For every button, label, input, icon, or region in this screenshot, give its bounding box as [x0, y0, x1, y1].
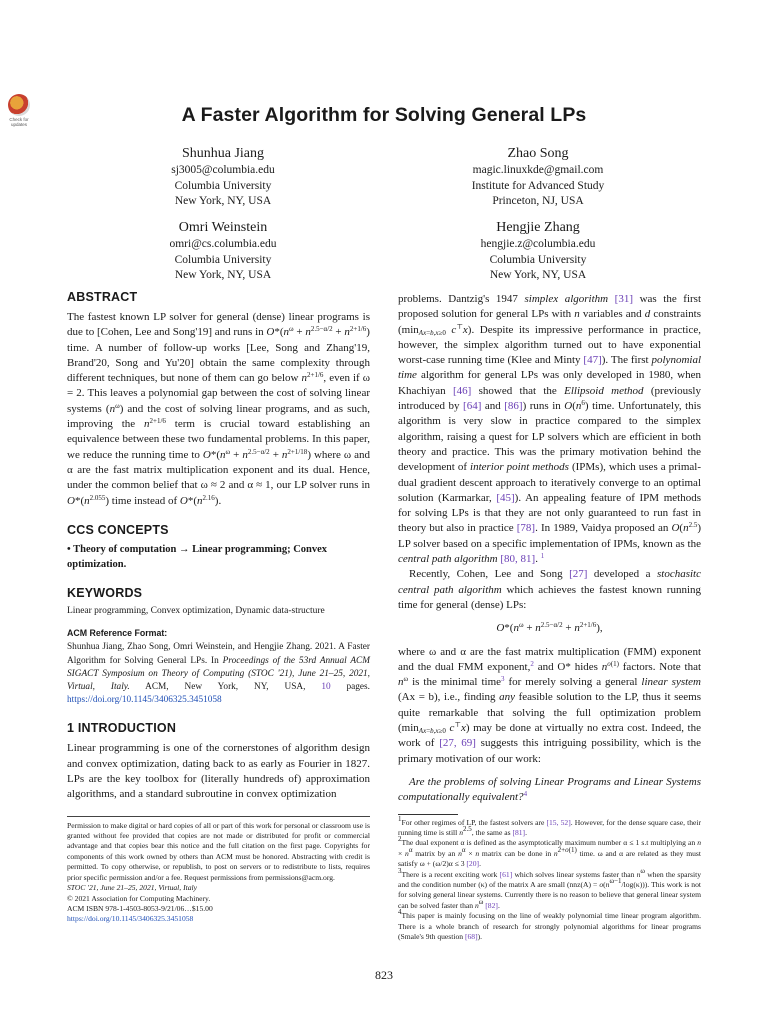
keywords-text: Linear programming, Convex optimization, Dynamic data-structure — [67, 606, 325, 617]
footnote-4: $^4$This paper is mainly focusing on the line of weakly polynomial time linear program algorithm. There is a whole branch of research for strongly polynomial algorithms for linear programs (Smale's 9th question [68]). — [398, 908, 701, 941]
copyright-line: © 2021 Association for Computing Machinery. — [67, 893, 211, 903]
doi-link[interactable]: https://doi.org/10.1145/3406325.3451058 — [67, 695, 222, 706]
author-name: Hengjie Zhang — [496, 220, 580, 235]
author-affiliation: Columbia University — [174, 253, 272, 266]
author-email[interactable]: omri@cs.columbia.edu — [169, 238, 277, 250]
right-para-1: problems. Dantzig's 1947 simplex algorithm [31] was the first proposed solution for general LPs with n variables and d constraints ($\min_{Ax=b,x\ge 0}$ c⊤x). Despite its impressive performance in practice, however, the simplex algorithm turned out to have exponential worst-case running time (Klee and Minty [47]). The first polynomial time algorithm for general LPs was only developed in 1980, when Khachiyan [46] showed that the Ellipsoid method (previously introduced by [64] and [86]) runs in $O(n^6)$ time. Unfortunately, this algorithm is very slow in practice compared to the simplex algorithm, raising a quest for LP solvers which are efficient in both theory and practice. This was the primary motivation behind the development of interior point methods (IPMs), which uses a primal-dual gradient descent approach to iteratively converge to an optimal solution (Karmarkar, [45]). An appealing feature of IPM methods for solving LPs is that they are not only guaranteed to run fast in theory but also in practice [78]. In 1989, Vaidya proposed an $O(n^{2.5})$ LP solver based on a specific implementation of IPMs, known as the central path algorithm [80, 81]. $^1$ — [398, 293, 702, 566]
author-name: Zhao Song — [507, 146, 569, 161]
research-question: Are the problems of solving Linear Programs and Linear Systems computationally equivalent?$^4$ — [398, 775, 701, 804]
acm-ref-heading: ACM Reference Format: — [67, 628, 168, 639]
abstract-text: The fastest known LP solver for general (dense) linear programs is due to [Cohen, Lee and Song'19] and runs in $O*(n^\omega + n^{2.5-\alpha/2} + n^{2+1/6})$ time. A number of follow-up works [Lee, Song and Zhang'19, Brand'20, Song and Yu'20] obtain the same complexity through different techniques, but none of them can go below $n^{2+1/6}$, even if ω = 2. This leaves a polynomial gap between the cost of solving linear systems $(n^\omega)$ and the cost of solving linear programs, and as such, improving the $n^{2+1/6}$ term is crucial toward establishing an equivalence between these two fundamental problems. In this paper, we reduce the running time to $O*(n^\omega + n^{2.5-\alpha/2} + n^{2+1/18})$ where ω and α are the fast matrix multiplication exponent and its dual. Hence, under the common belief that ω ≈ 2 and α ≈ 1, our LP solver runs in $O*(n^{2.055})$ time instead of $O*(n^{2.16})$. — [67, 311, 370, 507]
author-block — [408, 144, 668, 210]
author-email[interactable]: hengjie.z@columbia.edu — [480, 238, 596, 250]
permission-doi-link[interactable]: https://doi.org/10.1145/3406325.3451058 — [67, 914, 194, 924]
acm-ref-text: Shunhua Jiang, Zhao Song, Omri Weinstein, and Hengjie Zhang. 2021. A Faster Algorithm for Solving General LPs. In Proceedings of the 53rd Annual ACM SIGACT Symposium on Theory of Computing (STOC '21), June 21–25, 2021, Virtual, Italy. ACM, New York, NY, USA, 10 pages. https://doi.org/10.1145/3406325.3451058 — [67, 642, 370, 706]
ccs-heading: CCS CONCEPTS — [67, 522, 169, 537]
author-location: New York, NY, USA — [174, 195, 272, 207]
footnote-rule — [398, 814, 458, 815]
author-location: New York, NY, USA — [174, 269, 272, 281]
footnote-2: $^2$The dual exponent α is defined as the asymptotically maximum number α ≤ 1 s.t multiplying an $n \times n^\alpha$ matrix by an $n^\alpha \times n$ matrix can be done in $n^{2+o(1)}$ time. ω and α are related as they must satisfy ω + (ω/2)α ≤ 3 [20]. — [398, 835, 701, 869]
intro-text: Linear programming is one of the cornerstones of algorithm design and convex optimization, dating back to as early as Fourier in 1827. LPs are the key toolbox for (literally hundreds of) approximation algorithms, and a standard subroutine in convex optimization — [67, 742, 370, 801]
right-para-3: where ω and α are the fast matrix multiplication (FMM) exponent and the dual FMM exponent,$^2$ and O* hides $n^{o(1)}$ factors. Note that $n^\omega$ is the minimal time$^3$ for merely solving a general linear system (Ax = b), i.e., finding any feasible solution to the LP, thus it seems quite remarkable that solving the full optimization problem ($\min_{Ax=b,x\ge 0}$ c⊤x) may be done at virtually no extra cost. Indeed, the work of [27, 69] suggests this intriguing possibility, which is the primary motivation of our work: — [398, 645, 702, 765]
paper-title: A Faster Algorithm for Solving General LPs — [181, 104, 587, 126]
right-column — [398, 292, 701, 942]
author-block — [93, 218, 353, 284]
keywords-heading: KEYWORDS — [67, 586, 143, 601]
author-location: New York, NY, USA — [489, 269, 587, 281]
author-name: Omri Weinstein — [178, 220, 268, 235]
ccs-text: • Theory of computation → Linear programming; Convex optimization. — [67, 543, 328, 571]
runtime-equation: $O*(n^\omega + n^{2.5-\alpha/2} + n^{2+1/6})$, — [496, 621, 603, 635]
author-block — [93, 144, 353, 210]
right-para-2: Recently, Cohen, Lee and Song [27] developed a stochasitc central path algorithm which achieves the fastest known running time for general (dense) LPs: — [398, 568, 701, 611]
footnotes — [398, 814, 702, 943]
author-block — [408, 218, 668, 284]
footnote-3: $^3$There is a recent exciting work [61] which solves linear systems faster than $n^\omega$ when the sparsity and the condition number (κ) of the matrix A are small $(nnz(A) = o(n^{\omega-1}/\log(\kappa)))$. This work is not for solving general linear systems. Currently there is no reason to believe that general linear system can be solved faster than $n^\omega$ [82]. — [398, 866, 702, 910]
author-affiliation: Columbia University — [489, 253, 587, 266]
author-location: Princeton, NJ, USA — [492, 195, 584, 207]
author-email[interactable]: sj3005@columbia.edu — [171, 164, 275, 176]
author-email[interactable]: magic.linuxkde@gmail.com — [472, 164, 604, 176]
permission-text: Permission to make digital or hard copies of all or part of this work for personal or classroom use is granted without fee provided that copies are not made or distributed for profit or commercial advantage and that copies bear this notice and the full citation on the first page. Copyrights for components of this work owned by others than ACM must be honored. Abstracting with credit is permitted. To copy otherwise, or republish, to post on servers or to redistribute to lists, requires prior specific permission and/or a fee. Request permissions from permissions@acm.org. — [67, 820, 370, 882]
permission-block — [67, 816, 370, 925]
conference-line: STOC '21, June 21–25, 2021, Virtual, Italy — [67, 883, 198, 893]
page-number: 823 — [375, 968, 393, 982]
isbn-line: ACM ISBN 978-1-4503-8053-9/21/06…$15.00 — [67, 903, 213, 913]
author-affiliation: Institute for Advanced Study — [471, 179, 605, 192]
left-column — [67, 290, 370, 925]
author-affiliation: Columbia University — [174, 179, 272, 192]
badge-label: Check for updates — [9, 117, 29, 127]
intro-heading: 1 INTRODUCTION — [67, 721, 177, 736]
abstract-heading: ABSTRACT — [67, 290, 138, 304]
footnote-1: $^1$For other regimes of LP, the fastest solvers are [15, 52]. However, for the dense square case, their running time is still $n^{2.5}$, the same as [81]. — [398, 814, 702, 837]
author-name: Shunhua Jiang — [181, 146, 265, 161]
